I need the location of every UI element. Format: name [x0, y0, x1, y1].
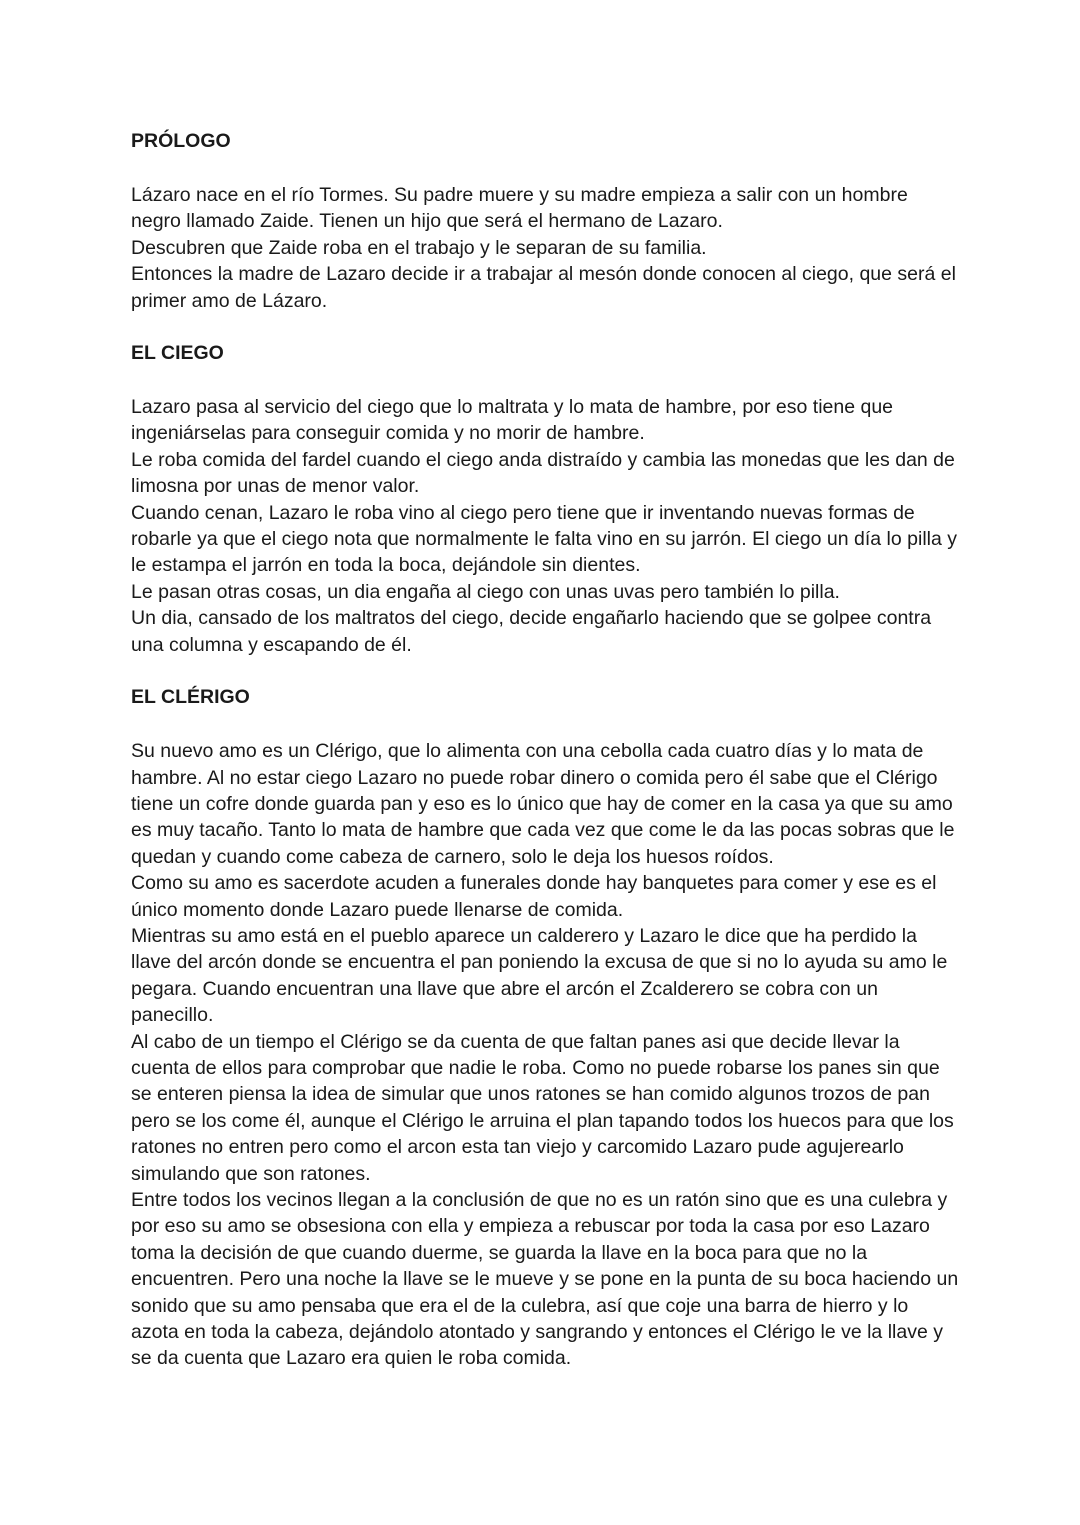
paragraph: Descubren que Zaide roba en el trabajo y le separan de su familia. [131, 236, 707, 259]
section-heading: PRÓLOGO [131, 130, 231, 152]
paragraph: Le pasan otras cosas, un dia engaña al ciego con unas uvas pero también lo pilla. [131, 580, 840, 603]
paragraph: Entre todos los vecinos llegan a la conclusión de que no es un ratón sino que es una culebra y por eso su amo se obsesiona con ella y empieza a rebuscar por toda la casa por eso Lazaro toma la decisión de que cuando duerme, se guarda la llave en la boca para que no la encuentren. Pero una noche la llave se le mueve y se pone en la punta de su boca haciendo un sonido que su amo pensaba que era el de la culebra, así que coje una barra de hierro y lo azota en toda la cabeza, dejándolo atontado y sangrando y entonces el Clérigo le ve la llave y se da cuenta que Lazaro era quien le roba comida. [131, 1189, 959, 1370]
paragraph: Al cabo de un tiempo el Clérigo se da cuenta de que faltan panes asi que decide llevar la cuenta de ellos para comprobar que nadie le roba. Como no puede robarse los panes sin que se enteren piensa la idea de simular que unos ratones se han comido algunos trozos de pan pero se los come él, aunque el Clérigo le arruina el plan tapando todos los huecos para que los ratones no entren pero como el arcon esta tan viejo y carcomido Lazaro pude agujerearlo simulando que son ratones. [131, 1030, 954, 1185]
section-el-ciego [131, 340, 961, 658]
paragraph: Cuando cenan, Lazaro le roba vino al ciego pero tiene que ir inventando nuevas formas de robarle ya que el ciego nota que normalmente le falta vino en su jarrón. El ciego un día lo pilla y le estampa el jarrón en toda la boca, dejándole sin dientes. [131, 501, 957, 577]
paragraph: Lazaro pasa al servicio del ciego que lo maltrata y lo mata de hambre, por eso tiene que ingeniárselas para conseguir comida y no morir de hambre. [131, 396, 894, 445]
section-el-clerigo [131, 684, 961, 1372]
paragraph: Un dia, cansado de los maltratos del ciego, decide engañarlo haciendo que se golpee contra una columna y escapando de él. [131, 607, 932, 656]
paragraph: Entonces la madre de Lazaro decide ir a trabajar al mesón donde conocen al ciego, que será el primer amo de Lázaro. [131, 263, 956, 312]
paragraph: Su nuevo amo es un Clérigo, que lo alimenta con una cebolla cada cuatro días y lo mata de hambre. Al no estar ciego Lazaro no puede robar dinero o comida pero él sabe que el Clérigo tiene un cofre donde guarda pan y eso es lo único que hay de comer en la casa ya que su amo es muy tacaño. Tanto lo mata de hambre que cada vez que come le da las pocas sobras que le quedan y cuando come cabeza de carnero, solo le deja los huesos roídos. [131, 740, 955, 868]
section-heading: EL CIEGO [131, 342, 224, 365]
document-body [131, 128, 961, 1372]
section-heading: EL CLÉRIGO [131, 686, 250, 709]
paragraph: Lázaro nace en el río Tormes. Su padre muere y su madre empieza a salir con un hombre negro llamado Zaide. Tienen un hijo que será el hermano de Lazaro. [131, 184, 908, 233]
section-prologo [131, 128, 961, 314]
paragraph: Como su amo es sacerdote acuden a funerales donde hay banquetes para comer y ese es el único momento donde Lazaro puede llenarse de comida. [131, 872, 937, 921]
paragraph: Le roba comida del fardel cuando el ciego anda distraído y cambia las monedas que les dan de limosna por unas de menor valor. [131, 448, 955, 498]
paragraph: Mientras su amo está en el pueblo aparece un calderero y Lazaro le dice que ha perdido la llave del arcón donde se encuentra el pan poniendo la excusa de que si no lo ayuda su amo le pegara. Cuando encuentran una llave que abre el arcón el Zcalderero se cobra con un panecillo. [131, 924, 948, 1027]
